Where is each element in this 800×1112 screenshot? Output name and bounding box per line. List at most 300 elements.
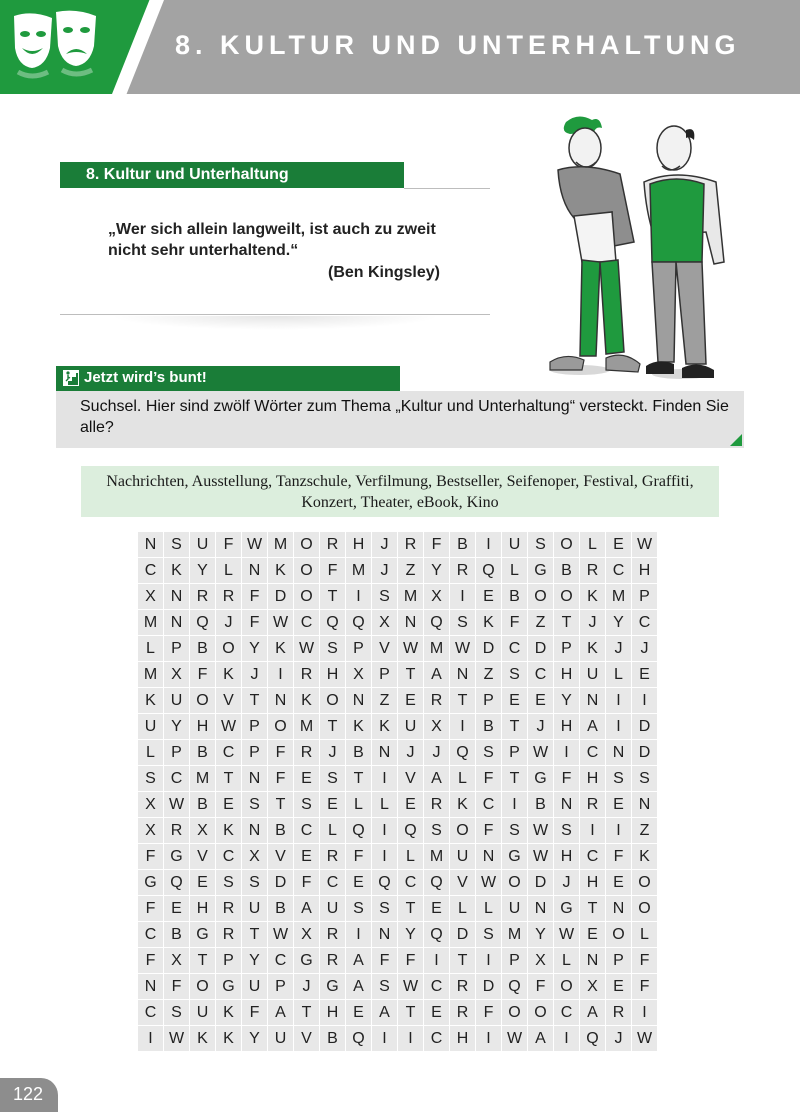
puzzle-cell: K bbox=[476, 610, 501, 635]
puzzle-cell: U bbox=[190, 1000, 215, 1025]
puzzle-cell: G bbox=[294, 948, 319, 973]
puzzle-cell: P bbox=[346, 636, 371, 661]
puzzle-cell: B bbox=[268, 896, 293, 921]
puzzle-cell: W bbox=[398, 974, 423, 999]
puzzle-cell: V bbox=[190, 844, 215, 869]
puzzle-cell: C bbox=[476, 792, 501, 817]
puzzle-cell: R bbox=[580, 792, 605, 817]
puzzle-cell: N bbox=[580, 688, 605, 713]
puzzle-cell: E bbox=[606, 974, 631, 999]
puzzle-cell: X bbox=[346, 662, 371, 687]
puzzle-cell: T bbox=[502, 714, 527, 739]
puzzle-cell: G bbox=[216, 974, 241, 999]
puzzle-cell: T bbox=[346, 766, 371, 791]
puzzle-cell: E bbox=[164, 896, 189, 921]
puzzle-cell: F bbox=[242, 584, 267, 609]
puzzle-cell: S bbox=[372, 974, 397, 999]
puzzle-cell: G bbox=[528, 558, 553, 583]
puzzle-cell: N bbox=[346, 688, 371, 713]
puzzle-cell: L bbox=[216, 558, 241, 583]
puzzle-cell: L bbox=[138, 740, 163, 765]
puzzle-cell: G bbox=[554, 896, 579, 921]
puzzle-cell: R bbox=[580, 558, 605, 583]
puzzle-cell: T bbox=[398, 896, 423, 921]
puzzle-cell: Y bbox=[164, 714, 189, 739]
puzzle-cell: V bbox=[398, 766, 423, 791]
puzzle-cell: O bbox=[268, 714, 293, 739]
puzzle-cell: L bbox=[554, 948, 579, 973]
puzzle-cell: F bbox=[138, 896, 163, 921]
puzzle-cell: I bbox=[632, 688, 657, 713]
puzzle-cell: I bbox=[450, 714, 475, 739]
puzzle-cell: J bbox=[372, 558, 397, 583]
puzzle-cell: E bbox=[398, 792, 423, 817]
puzzle-cell: K bbox=[632, 844, 657, 869]
puzzle-cell: L bbox=[450, 766, 475, 791]
puzzle-cell: T bbox=[580, 896, 605, 921]
puzzle-cell: R bbox=[190, 584, 215, 609]
puzzle-cell: S bbox=[164, 532, 189, 557]
puzzle-cell: U bbox=[502, 532, 527, 557]
puzzle-cell: H bbox=[554, 662, 579, 687]
puzzle-cell: M bbox=[138, 662, 163, 687]
puzzle-cell: B bbox=[346, 740, 371, 765]
puzzle-cell: P bbox=[372, 662, 397, 687]
puzzle-cell: S bbox=[320, 636, 345, 661]
puzzle-cell: O bbox=[554, 974, 579, 999]
puzzle-cell: T bbox=[450, 688, 475, 713]
puzzle-cell: A bbox=[346, 948, 371, 973]
puzzle-cell: I bbox=[502, 792, 527, 817]
puzzle-cell: H bbox=[554, 714, 579, 739]
puzzle-cell: F bbox=[216, 532, 241, 557]
puzzle-cell: R bbox=[606, 1000, 631, 1025]
puzzle-cell: G bbox=[502, 844, 527, 869]
puzzle-cell: B bbox=[190, 740, 215, 765]
puzzle-cell: G bbox=[138, 870, 163, 895]
puzzle-cell: X bbox=[190, 818, 215, 843]
puzzle-cell: Q bbox=[346, 818, 371, 843]
puzzle-cell: H bbox=[554, 844, 579, 869]
puzzle-cell: C bbox=[424, 974, 449, 999]
puzzle-cell: I bbox=[346, 922, 371, 947]
puzzle-cell: F bbox=[268, 740, 293, 765]
puzzle-cell: Q bbox=[164, 870, 189, 895]
puzzle-cell: M bbox=[424, 844, 449, 869]
puzzle-cell: M bbox=[502, 922, 527, 947]
puzzle-cell: M bbox=[398, 584, 423, 609]
puzzle-cell: A bbox=[424, 766, 449, 791]
puzzle-cell: J bbox=[320, 740, 345, 765]
puzzle-cell: I bbox=[372, 844, 397, 869]
puzzle-cell: Z bbox=[528, 610, 553, 635]
puzzle-cell: N bbox=[242, 766, 267, 791]
puzzle-cell: I bbox=[268, 662, 293, 687]
puzzle-cell: C bbox=[138, 922, 163, 947]
puzzle-cell: J bbox=[424, 740, 449, 765]
puzzle-cell: O bbox=[190, 974, 215, 999]
puzzle-cell: W bbox=[528, 844, 553, 869]
puzzle-cell: K bbox=[216, 662, 241, 687]
puzzle-cell: D bbox=[476, 636, 501, 661]
puzzle-cell: A bbox=[294, 896, 319, 921]
puzzle-cell: S bbox=[372, 896, 397, 921]
puzzle-cell: C bbox=[606, 558, 631, 583]
puzzle-cell: I bbox=[606, 818, 631, 843]
puzzle-cell: R bbox=[164, 818, 189, 843]
puzzle-cell: S bbox=[242, 870, 267, 895]
task-heading-label: Jetzt wird’s bunt! bbox=[84, 369, 207, 386]
puzzle-cell: U bbox=[242, 896, 267, 921]
puzzle-cell: D bbox=[450, 922, 475, 947]
puzzle-cell: G bbox=[320, 974, 345, 999]
puzzle-cell: U bbox=[242, 974, 267, 999]
puzzle-cell: C bbox=[164, 766, 189, 791]
puzzle-cell: K bbox=[346, 714, 371, 739]
puzzle-cell: R bbox=[424, 792, 449, 817]
puzzle-cell: S bbox=[476, 922, 501, 947]
puzzle-cell: F bbox=[138, 948, 163, 973]
puzzle-cell: I bbox=[372, 1026, 397, 1051]
puzzle-cell: R bbox=[398, 532, 423, 557]
divider bbox=[60, 314, 490, 315]
puzzle-cell: B bbox=[320, 1026, 345, 1051]
puzzle-cell: N bbox=[580, 948, 605, 973]
puzzle-cell: N bbox=[138, 532, 163, 557]
puzzle-cell: Y bbox=[242, 636, 267, 661]
puzzle-cell: D bbox=[268, 584, 293, 609]
puzzle-cell: W bbox=[554, 922, 579, 947]
puzzle-cell: P bbox=[242, 740, 267, 765]
puzzle-cell: S bbox=[476, 740, 501, 765]
puzzle-cell: B bbox=[554, 558, 579, 583]
puzzle-cell: I bbox=[606, 714, 631, 739]
puzzle-cell: F bbox=[606, 844, 631, 869]
puzzle-cell: Q bbox=[580, 1026, 605, 1051]
cartoon-illustration bbox=[530, 112, 730, 384]
puzzle-cell: R bbox=[320, 948, 345, 973]
puzzle-cell: M bbox=[294, 714, 319, 739]
puzzle-cell: K bbox=[268, 636, 293, 661]
puzzle-cell: N bbox=[242, 558, 267, 583]
puzzle-cell: X bbox=[294, 922, 319, 947]
puzzle-cell: L bbox=[450, 896, 475, 921]
puzzle-cell: A bbox=[346, 974, 371, 999]
puzzle-cell: C bbox=[138, 1000, 163, 1025]
puzzle-cell: I bbox=[632, 1000, 657, 1025]
puzzle-cell: S bbox=[164, 1000, 189, 1025]
puzzle-cell: E bbox=[398, 688, 423, 713]
puzzle-cell: P bbox=[554, 636, 579, 661]
puzzle-cell: P bbox=[632, 584, 657, 609]
puzzle-cell: O bbox=[502, 1000, 527, 1025]
puzzle-cell: F bbox=[632, 948, 657, 973]
puzzle-cell: H bbox=[190, 714, 215, 739]
puzzle-cell: O bbox=[632, 870, 657, 895]
quote-author: (Ben Kingsley) bbox=[327, 264, 440, 281]
puzzle-cell: E bbox=[346, 870, 371, 895]
puzzle-cell: A bbox=[580, 1000, 605, 1025]
puzzle-cell: S bbox=[632, 766, 657, 791]
puzzle-cell: I bbox=[554, 740, 579, 765]
puzzle-cell: B bbox=[190, 636, 215, 661]
puzzle-cell: X bbox=[164, 948, 189, 973]
puzzle-cell: P bbox=[268, 974, 293, 999]
puzzle-cell: H bbox=[450, 1026, 475, 1051]
puzzle-cell: E bbox=[346, 1000, 371, 1025]
puzzle-cell: L bbox=[138, 636, 163, 661]
puzzle-cell: L bbox=[606, 662, 631, 687]
puzzle-cell: J bbox=[632, 636, 657, 661]
puzzle-cell: W bbox=[164, 792, 189, 817]
divider-shadow bbox=[110, 316, 440, 330]
puzzle-cell: O bbox=[294, 584, 319, 609]
puzzle-cell: P bbox=[502, 948, 527, 973]
puzzle-cell: F bbox=[320, 558, 345, 583]
word-search-grid bbox=[138, 532, 662, 1054]
puzzle-cell: H bbox=[190, 896, 215, 921]
puzzle-cell: A bbox=[372, 1000, 397, 1025]
puzzle-cell: C bbox=[398, 870, 423, 895]
puzzle-cell: W bbox=[242, 532, 267, 557]
puzzle-cell: E bbox=[216, 792, 241, 817]
puzzle-cell: L bbox=[580, 532, 605, 557]
puzzle-cell: I bbox=[398, 1026, 423, 1051]
puzzle-cell: C bbox=[580, 740, 605, 765]
puzzle-cell: H bbox=[320, 1000, 345, 1025]
puzzle-cell: F bbox=[138, 844, 163, 869]
puzzle-cell: R bbox=[294, 740, 319, 765]
puzzle-cell: L bbox=[632, 922, 657, 947]
puzzle-cell: K bbox=[580, 636, 605, 661]
puzzle-cell: U bbox=[502, 896, 527, 921]
puzzle-cell: E bbox=[320, 792, 345, 817]
puzzle-cell: C bbox=[138, 558, 163, 583]
puzzle-cell: F bbox=[424, 532, 449, 557]
puzzle-cell: C bbox=[554, 1000, 579, 1025]
puzzle-cell: E bbox=[294, 844, 319, 869]
puzzle-cell: G bbox=[190, 922, 215, 947]
puzzle-cell: T bbox=[320, 714, 345, 739]
puzzle-cell: S bbox=[502, 818, 527, 843]
puzzle-cell: Y bbox=[606, 610, 631, 635]
puzzle-cell: C bbox=[294, 610, 319, 635]
puzzle-cell: I bbox=[424, 948, 449, 973]
puzzle-cell: E bbox=[424, 896, 449, 921]
task-heading bbox=[56, 366, 400, 391]
puzzle-cell: I bbox=[346, 584, 371, 609]
puzzle-cell: F bbox=[398, 948, 423, 973]
puzzle-cell: X bbox=[138, 818, 163, 843]
puzzle-cell: C bbox=[580, 844, 605, 869]
puzzle-cell: M bbox=[606, 584, 631, 609]
puzzle-cell: D bbox=[632, 740, 657, 765]
puzzle-cell: K bbox=[216, 1026, 241, 1051]
puzzle-cell: L bbox=[476, 896, 501, 921]
stairs-runner-icon bbox=[62, 369, 80, 387]
puzzle-cell: O bbox=[528, 1000, 553, 1025]
puzzle-cell: B bbox=[476, 714, 501, 739]
puzzle-cell: W bbox=[476, 870, 501, 895]
puzzle-cell: D bbox=[528, 870, 553, 895]
puzzle-cell: C bbox=[268, 948, 293, 973]
puzzle-cell: Q bbox=[190, 610, 215, 635]
puzzle-cell: W bbox=[268, 922, 293, 947]
puzzle-cell: F bbox=[268, 766, 293, 791]
puzzle-cell: T bbox=[242, 688, 267, 713]
puzzle-cell: S bbox=[216, 870, 241, 895]
puzzle-cell: B bbox=[190, 792, 215, 817]
puzzle-cell: A bbox=[424, 662, 449, 687]
puzzle-cell: F bbox=[242, 1000, 267, 1025]
puzzle-cell: K bbox=[216, 818, 241, 843]
puzzle-cell: K bbox=[294, 688, 319, 713]
puzzle-cell: F bbox=[528, 974, 553, 999]
divider bbox=[404, 188, 490, 189]
puzzle-cell: E bbox=[606, 532, 631, 557]
section-title: 8. Kultur und Unterhaltung bbox=[60, 162, 404, 188]
task-instruction: Suchsel. Hier sind zwölf Wörter zum Thema „Kultur und Unterhaltung“ versteckt. Finden Sie alle? bbox=[80, 398, 729, 436]
puzzle-cell: Y bbox=[554, 688, 579, 713]
puzzle-cell: X bbox=[372, 610, 397, 635]
puzzle-cell: Y bbox=[242, 1026, 267, 1051]
puzzle-cell: N bbox=[450, 662, 475, 687]
puzzle-cell: O bbox=[528, 584, 553, 609]
puzzle-cell: N bbox=[372, 740, 397, 765]
puzzle-cell: Q bbox=[424, 870, 449, 895]
puzzle-cell: F bbox=[502, 610, 527, 635]
puzzle-cell: L bbox=[346, 792, 371, 817]
puzzle-cell: G bbox=[528, 766, 553, 791]
puzzle-cell: R bbox=[450, 558, 475, 583]
puzzle-cell: R bbox=[424, 688, 449, 713]
puzzle-cell: N bbox=[554, 792, 579, 817]
puzzle-cell: J bbox=[372, 532, 397, 557]
puzzle-cell: S bbox=[554, 818, 579, 843]
puzzle-cell: E bbox=[632, 662, 657, 687]
puzzle-cell: F bbox=[476, 818, 501, 843]
puzzle-cell: X bbox=[164, 662, 189, 687]
puzzle-cell: I bbox=[554, 1026, 579, 1051]
puzzle-cell: F bbox=[190, 662, 215, 687]
puzzle-cell: C bbox=[424, 1026, 449, 1051]
puzzle-cell: Q bbox=[398, 818, 423, 843]
puzzle-cell: K bbox=[216, 1000, 241, 1025]
chapter-title: 8. KULTUR UND UNTERHALTUNG bbox=[175, 30, 741, 60]
puzzle-cell: A bbox=[268, 1000, 293, 1025]
puzzle-cell: S bbox=[528, 532, 553, 557]
puzzle-cell: O bbox=[450, 818, 475, 843]
puzzle-cell: Y bbox=[528, 922, 553, 947]
puzzle-cell: P bbox=[164, 636, 189, 661]
puzzle-cell: H bbox=[580, 870, 605, 895]
puzzle-cell: B bbox=[450, 532, 475, 557]
puzzle-cell: K bbox=[164, 558, 189, 583]
puzzle-cell: O bbox=[554, 584, 579, 609]
puzzle-cell: N bbox=[138, 974, 163, 999]
puzzle-cell: R bbox=[216, 922, 241, 947]
puzzle-cell: K bbox=[190, 1026, 215, 1051]
puzzle-cell: U bbox=[164, 688, 189, 713]
puzzle-cell: B bbox=[528, 792, 553, 817]
puzzle-cell: N bbox=[606, 740, 631, 765]
puzzle-cell: R bbox=[320, 532, 345, 557]
puzzle-cell: X bbox=[528, 948, 553, 973]
puzzle-cell: R bbox=[320, 922, 345, 947]
puzzle-cell: S bbox=[424, 818, 449, 843]
puzzle-cell: T bbox=[268, 792, 293, 817]
puzzle-cell: F bbox=[242, 610, 267, 635]
puzzle-cell: H bbox=[320, 662, 345, 687]
puzzle-cell: O bbox=[502, 870, 527, 895]
puzzle-cell: E bbox=[580, 922, 605, 947]
puzzle-cell: B bbox=[268, 818, 293, 843]
puzzle-cell: L bbox=[372, 792, 397, 817]
puzzle-cell: N bbox=[606, 896, 631, 921]
puzzle-cell: N bbox=[632, 792, 657, 817]
puzzle-cell: P bbox=[164, 740, 189, 765]
puzzle-cell: L bbox=[398, 844, 423, 869]
puzzle-cell: E bbox=[528, 688, 553, 713]
puzzle-cell: Q bbox=[346, 610, 371, 635]
puzzle-cell: W bbox=[632, 1026, 657, 1051]
puzzle-cell: P bbox=[242, 714, 267, 739]
puzzle-cell: S bbox=[346, 896, 371, 921]
puzzle-cell: I bbox=[476, 948, 501, 973]
puzzle-cell: N bbox=[528, 896, 553, 921]
puzzle-cell: T bbox=[502, 766, 527, 791]
puzzle-cell: O bbox=[294, 532, 319, 557]
puzzle-cell: K bbox=[138, 688, 163, 713]
puzzle-cell: V bbox=[450, 870, 475, 895]
word-list: Nachrichten, Ausstellung, Tanzschule, Verfilmung, Bestseller, Seifenoper, Festival, Graffiti, Konzert, Theater, eBook, Kino bbox=[81, 466, 719, 517]
puzzle-cell: Y bbox=[398, 922, 423, 947]
puzzle-cell: S bbox=[450, 610, 475, 635]
puzzle-cell: Q bbox=[346, 1026, 371, 1051]
puzzle-cell: E bbox=[190, 870, 215, 895]
puzzle-cell: Z bbox=[372, 688, 397, 713]
puzzle-cell: Q bbox=[424, 610, 449, 635]
puzzle-cell: D bbox=[268, 870, 293, 895]
puzzle-cell: D bbox=[528, 636, 553, 661]
puzzle-cell: F bbox=[476, 1000, 501, 1025]
puzzle-cell: N bbox=[372, 922, 397, 947]
puzzle-cell: X bbox=[580, 974, 605, 999]
corner-marker bbox=[730, 434, 742, 446]
puzzle-cell: M bbox=[268, 532, 293, 557]
puzzle-cell: Q bbox=[372, 870, 397, 895]
puzzle-cell: J bbox=[294, 974, 319, 999]
puzzle-cell: S bbox=[242, 792, 267, 817]
puzzle-cell: O bbox=[190, 688, 215, 713]
puzzle-cell: T bbox=[242, 922, 267, 947]
puzzle-cell: E bbox=[424, 1000, 449, 1025]
puzzle-cell: W bbox=[268, 610, 293, 635]
puzzle-cell: Q bbox=[320, 610, 345, 635]
puzzle-cell: U bbox=[450, 844, 475, 869]
puzzle-cell: R bbox=[216, 896, 241, 921]
puzzle-cell: O bbox=[216, 636, 241, 661]
puzzle-cell: D bbox=[476, 974, 501, 999]
puzzle-cell: P bbox=[476, 688, 501, 713]
puzzle-cell: Z bbox=[398, 558, 423, 583]
puzzle-cell: W bbox=[502, 1026, 527, 1051]
puzzle-cell: Z bbox=[476, 662, 501, 687]
puzzle-cell: T bbox=[190, 948, 215, 973]
puzzle-cell: I bbox=[372, 818, 397, 843]
puzzle-cell: Q bbox=[476, 558, 501, 583]
puzzle-cell: W bbox=[294, 636, 319, 661]
